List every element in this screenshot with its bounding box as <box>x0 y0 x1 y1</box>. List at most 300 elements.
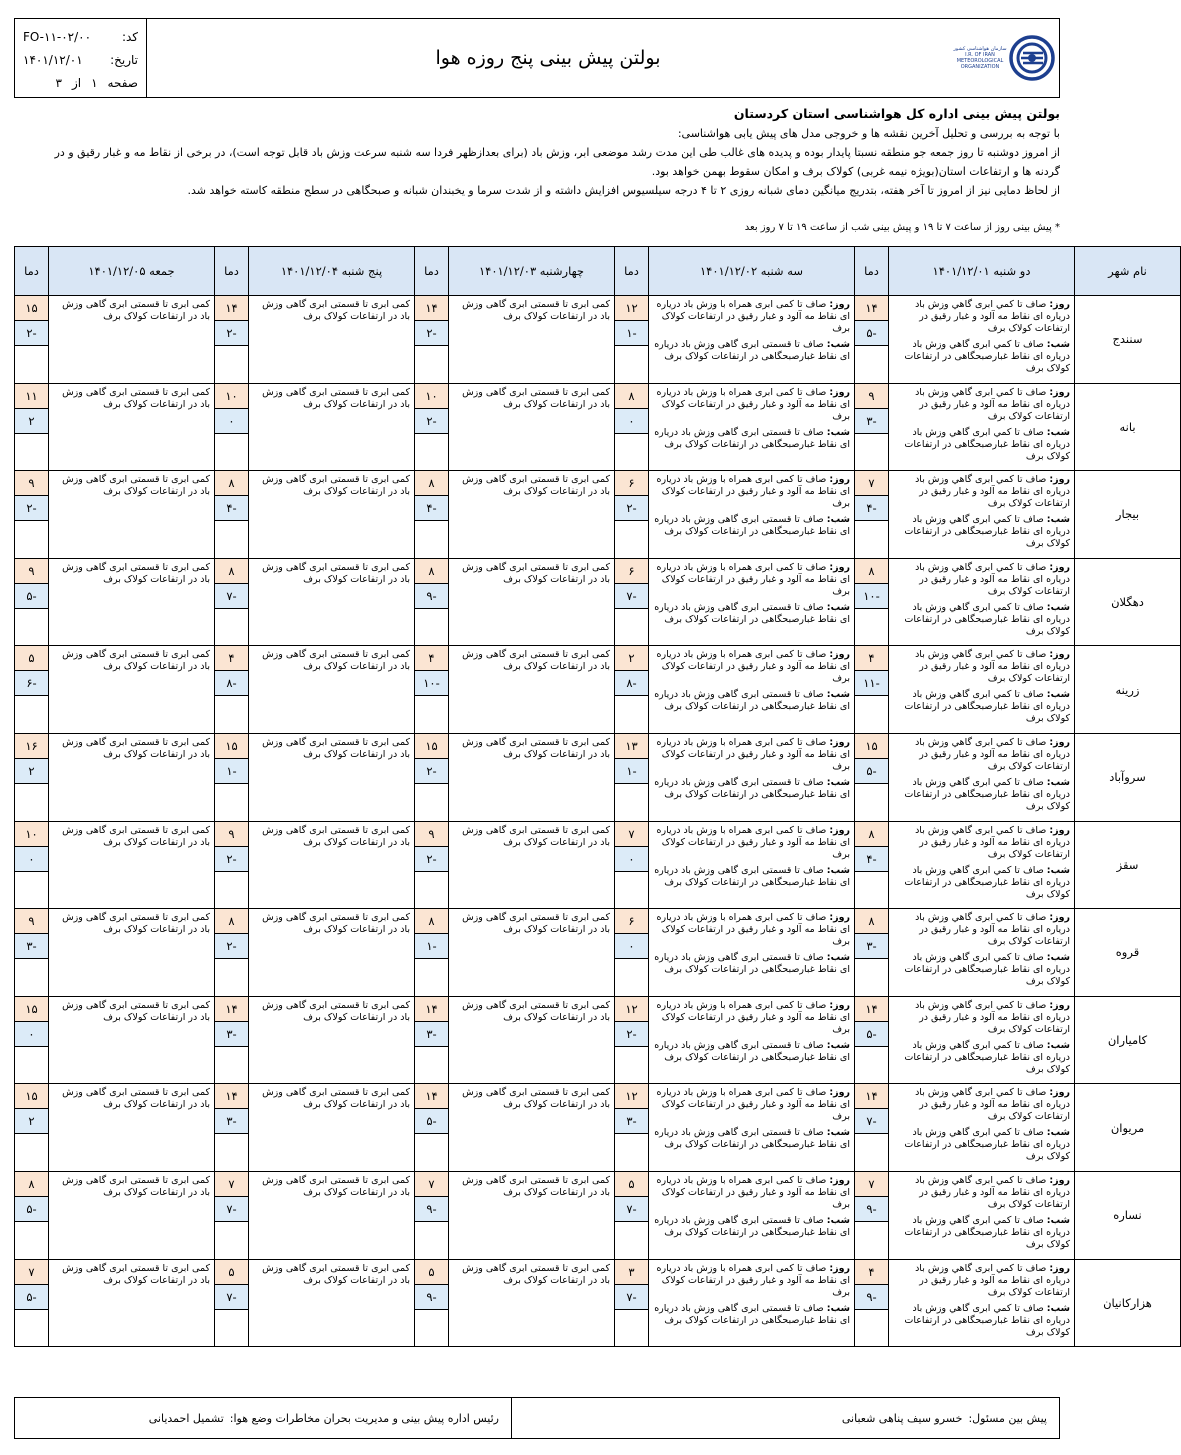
day-forecast <box>893 299 1070 335</box>
night-text: صاف تا کمي ابری گاهي وزش باد دریاره ای نقاط غبارصبحگاهی در ارتفاعات کولاک برف <box>904 689 1070 725</box>
max-temperature: ۱۲ <box>615 1084 648 1109</box>
max-temperature: ۶ <box>615 471 648 496</box>
min-temperature: -۲ <box>615 496 648 521</box>
max-temperature: ۹ <box>15 471 48 496</box>
night-text: صاف تا قسمتی ابری گاهی وزش باد دریاره ای نقاط غبارصبحگاهی در ارتفاعات کولاک برف <box>654 689 850 713</box>
forecast-text: کمی ابری تا قسمتی ابری گاهی وزش باد در ارتفاعات کولاک برف <box>462 736 610 760</box>
max-temperature: ۸ <box>855 909 888 934</box>
max-temperature: ۱۵ <box>15 1084 48 1109</box>
min-temperature: -۱ <box>415 934 448 959</box>
forecast-description <box>249 1171 415 1259</box>
max-temperature: ۱۴ <box>215 1084 248 1109</box>
max-temperature: ۸ <box>215 909 248 934</box>
forecast-description <box>449 383 615 471</box>
min-temperature: ۰ <box>15 847 48 872</box>
temperature-cell <box>15 733 49 821</box>
day-forecast <box>653 474 850 510</box>
city-name: دهگلان <box>1075 558 1181 646</box>
day-label: روز: <box>1049 386 1070 398</box>
page-row <box>23 71 138 94</box>
min-temperature: ۰ <box>15 1022 48 1047</box>
max-temperature: ۵ <box>215 1260 248 1285</box>
forecast-description <box>249 996 415 1084</box>
forecast-text: کمی ابری تا قسمتی ابری گاهی وزش باد در ارتفاعات کولاک برف <box>262 999 410 1023</box>
max-temperature: ۱۵ <box>15 997 48 1022</box>
forecast-description <box>249 821 415 909</box>
table-header-row <box>15 247 1181 296</box>
max-temperature: ۱۵ <box>855 734 888 759</box>
forecast-text: کمی ابری تا قسمتی ابری گاهی وزش باد در ارتفاعات کولاک برف <box>62 912 210 936</box>
day-forecast <box>653 1000 850 1036</box>
min-temperature: -۷ <box>215 1285 248 1310</box>
min-temperature: -۹ <box>415 1285 448 1310</box>
forecast-description <box>649 996 855 1084</box>
day-label: روز: <box>1049 999 1070 1011</box>
night-forecast <box>893 602 1070 638</box>
min-temperature: -۴ <box>855 496 888 521</box>
night-label: شب: <box>826 1214 850 1226</box>
max-temperature: ۸ <box>215 471 248 496</box>
temperature-cell <box>855 733 889 821</box>
temperature-cell <box>415 1171 449 1259</box>
forecast-description <box>449 471 615 559</box>
temperature-cell <box>855 558 889 646</box>
night-text: صاف تا قسمتی ابری گاهی وزش باد دریاره ای نقاط غبارصبحگاهی در ارتفاعات کولاک برف <box>654 1039 850 1063</box>
night-forecast <box>893 689 1070 725</box>
forecast-description <box>249 1259 415 1347</box>
temperature-cell <box>215 471 249 559</box>
max-temperature: ۹ <box>215 822 248 847</box>
city-name: قروه <box>1075 909 1181 997</box>
day-forecast <box>893 825 1070 861</box>
night-forecast <box>653 952 850 976</box>
min-temperature: -۲ <box>15 496 48 521</box>
min-temperature: ۰ <box>615 409 648 434</box>
temp-column-header: دما <box>855 247 889 296</box>
forecast-description <box>249 471 415 559</box>
temperature-cell <box>415 909 449 997</box>
city-name: سروآباد <box>1075 733 1181 821</box>
night-forecast <box>893 339 1070 375</box>
forecast-description <box>449 733 615 821</box>
day-forecast <box>893 387 1070 423</box>
forecast-description <box>889 1171 1075 1259</box>
city-name: سقز <box>1075 821 1181 909</box>
temperature-cell <box>415 1259 449 1347</box>
day-forecast <box>653 562 850 598</box>
city-name: کامیاران <box>1075 996 1181 1084</box>
day-column-header: جمعه ۱۴۰۱/۱۲/۰۵ <box>49 247 215 296</box>
night-label: شب: <box>1046 776 1070 788</box>
head-signature <box>15 1398 511 1438</box>
forecast-description <box>449 558 615 646</box>
forecaster-label: پیش بین مسئول: <box>968 1411 1047 1425</box>
min-temperature: -۵ <box>855 759 888 784</box>
bulletin-footer <box>14 1397 1060 1439</box>
temperature-cell <box>215 1084 249 1172</box>
day-text: صاف تا کمی ابری همراه با وزش باد دریاره ای نقاط مه آلود و غبار رقیق در ارتفاعات کولاک برف <box>656 1174 850 1210</box>
page-of: از <box>71 75 82 90</box>
table-row <box>15 383 1181 471</box>
temperature-cell <box>855 646 889 734</box>
max-temperature: ۸ <box>415 471 448 496</box>
day-forecast <box>893 1263 1070 1299</box>
forecast-description <box>249 646 415 734</box>
city-name: بیجار <box>1075 471 1181 559</box>
forecast-description <box>249 1084 415 1172</box>
date-label: تاریخ: <box>110 52 138 67</box>
head-name: تشمیل احمدیانی <box>148 1411 224 1425</box>
temperature-cell <box>855 909 889 997</box>
max-temperature: ۱۱ <box>15 384 48 409</box>
forecast-time-note: * پیش بینی روز از ساعت ۷ تا ۱۹ و پیش بینی شب از ساعت ۱۹ تا ۷ روز بعد <box>744 222 1060 233</box>
night-label: شب: <box>1046 1302 1070 1314</box>
night-forecast <box>653 865 850 889</box>
forecast-description <box>449 1259 615 1347</box>
table-row <box>15 1084 1181 1172</box>
max-temperature: ۱۰ <box>415 384 448 409</box>
day-text: صاف تا کمی ابری همراه با وزش باد دریاره ای نقاط مه آلود و غبار رقیق در ارتفاعات کولاک برف <box>656 1262 850 1298</box>
forecast-description <box>889 471 1075 559</box>
day-text: صاف تا کمي ابری گاهي وزش باد دریاره ای نقاط مه آلود و غبار رقیق در ارتفاعات کولاک برف <box>915 649 1070 685</box>
table-row <box>15 1259 1181 1347</box>
forecast-description <box>249 909 415 997</box>
night-forecast <box>893 777 1070 813</box>
forecast-text: کمی ابری تا قسمتی ابری گاهی وزش باد در ارتفاعات کولاک برف <box>262 649 410 673</box>
min-temperature: -۹ <box>415 584 448 609</box>
forecast-text: کمی ابری تا قسمتی ابری گاهی وزش باد در ارتفاعات کولاک برف <box>262 1262 410 1286</box>
meteorological-logo-icon <box>1009 35 1055 81</box>
max-temperature: ۷ <box>15 1260 48 1285</box>
min-temperature: ۰ <box>215 409 248 434</box>
forecast-description <box>649 646 855 734</box>
forecast-description <box>249 383 415 471</box>
forecast-text: کمی ابری تا قسمتی ابری گاهی وزش باد در ارتفاعات کولاک برف <box>262 1174 410 1198</box>
forecast-text: کمی ابری تا قسمتی ابری گاهی وزش باد در ارتفاعات کولاک برف <box>462 1174 610 1198</box>
night-label: شب: <box>826 1302 850 1314</box>
forecast-description <box>49 996 215 1084</box>
temperature-cell <box>855 383 889 471</box>
day-label: روز: <box>829 474 850 486</box>
max-temperature: ۵ <box>615 1172 648 1197</box>
city-name: مریوان <box>1075 1084 1181 1172</box>
day-forecast <box>653 299 850 335</box>
night-forecast <box>653 1303 850 1327</box>
head-label: رئیس اداره پیش بینی و مدیریت بحران مخاطرات وضع هوا: <box>229 1411 499 1425</box>
max-temperature: ۱۲ <box>615 997 648 1022</box>
night-label: شب: <box>826 426 850 438</box>
temperature-cell <box>415 558 449 646</box>
max-temperature: ۹ <box>15 909 48 934</box>
night-forecast <box>653 427 850 451</box>
night-text: صاف تا قسمتی ابری گاهی وزش باد دریاره ای نقاط غبارصبحگاهی در ارتفاعات کولاک برف <box>654 864 850 888</box>
forecast-description <box>649 909 855 997</box>
min-temperature: -۲ <box>415 409 448 434</box>
night-text: صاف تا کمي ابری گاهي وزش باد دریاره ای نقاط غبارصبحگاهی در ارتفاعات کولاک برف <box>904 864 1070 900</box>
day-text: صاف تا کمی ابری همراه با وزش باد دریاره ای نقاط مه آلود و غبار رقیق در ارتفاعات کولاک برف <box>656 824 850 860</box>
temperature-cell <box>215 558 249 646</box>
temperature-cell <box>15 909 49 997</box>
night-label: شب: <box>1046 1039 1070 1051</box>
forecast-table <box>14 246 1181 1347</box>
temp-column-header: دما <box>415 247 449 296</box>
forecast-text: کمی ابری تا قسمتی ابری گاهی وزش باد در ارتفاعات کولاک برف <box>62 561 210 585</box>
forecast-text: کمی ابری تا قسمتی ابری گاهی وزش باد در ارتفاعات کولاک برف <box>62 736 210 760</box>
code-value: FO-۱۱-۰۲/۰۰ <box>23 29 92 44</box>
forecast-text: کمی ابری تا قسمتی ابری گاهی وزش باد در ارتفاعات کولاک برف <box>262 474 410 498</box>
forecaster-signature <box>511 1398 1059 1438</box>
night-forecast <box>893 1215 1070 1251</box>
forecast-text: کمی ابری تا قسمتی ابری گاهی وزش باد در ارتفاعات کولاک برف <box>462 999 610 1023</box>
day-forecast <box>653 912 850 948</box>
min-temperature: -۳ <box>215 1109 248 1134</box>
forecast-description <box>889 558 1075 646</box>
forecast-description <box>49 909 215 997</box>
night-text: صاف تا کمي ابری گاهي وزش باد دریاره ای نقاط غبارصبحگاهی در ارتفاعات کولاک برف <box>904 952 1070 988</box>
temperature-cell <box>855 471 889 559</box>
max-temperature: ۱۴ <box>415 997 448 1022</box>
day-forecast <box>893 649 1070 685</box>
table-row <box>15 296 1181 384</box>
temperature-cell <box>615 1084 649 1172</box>
forecast-text: کمی ابری تا قسمتی ابری گاهی وزش باد در ارتفاعات کولاک برف <box>62 649 210 673</box>
forecast-description <box>449 821 615 909</box>
day-label: روز: <box>829 1174 850 1186</box>
forecast-description <box>49 1171 215 1259</box>
night-text: صاف تا کمي ابری گاهي وزش باد دریاره ای نقاط غبارصبحگاهی در ارتفاعات کولاک برف <box>904 1039 1070 1075</box>
max-temperature: ۴ <box>855 646 888 671</box>
forecast-description <box>889 383 1075 471</box>
day-column-header: چهارشنبه ۱۴۰۱/۱۲/۰۳ <box>449 247 615 296</box>
night-label: شب: <box>826 689 850 701</box>
forecast-text: کمی ابری تا قسمتی ابری گاهی وزش باد در ارتفاعات کولاک برف <box>462 386 610 410</box>
night-text: صاف تا قسمتی ابری گاهی وزش باد دریاره ای نقاط غبارصبحگاهی در ارتفاعات کولاک برف <box>654 1127 850 1151</box>
min-temperature: -۳ <box>855 934 888 959</box>
day-label: روز: <box>829 736 850 748</box>
temp-column-header: دما <box>215 247 249 296</box>
min-temperature: -۲ <box>215 847 248 872</box>
forecast-text: کمی ابری تا قسمتی ابری گاهی وزش باد در ارتفاعات کولاک برف <box>262 824 410 848</box>
summary-line: گردنه ها و ارتفاعات استان(بویژه نیمه غربی) کولاک برف و امکان سقوط بهمن خواهد بود. <box>651 165 1060 178</box>
forecast-description <box>449 996 615 1084</box>
day-label: روز: <box>829 649 850 661</box>
min-temperature: -۴ <box>855 847 888 872</box>
city-name: سنندج <box>1075 296 1181 384</box>
temperature-cell <box>615 733 649 821</box>
night-label: شب: <box>826 1039 850 1051</box>
temperature-cell <box>415 1084 449 1172</box>
day-forecast <box>653 387 850 423</box>
min-temperature: -۲ <box>215 934 248 959</box>
min-temperature: -۱ <box>215 759 248 784</box>
forecast-description <box>889 1259 1075 1347</box>
day-label: روز: <box>1049 1174 1070 1186</box>
max-temperature: ۱۵ <box>415 734 448 759</box>
temperature-cell <box>615 996 649 1084</box>
min-temperature: -۳ <box>15 934 48 959</box>
min-temperature: -۷ <box>615 584 648 609</box>
page-number: ۱ <box>91 75 98 90</box>
day-label: روز: <box>829 386 850 398</box>
day-forecast <box>893 474 1070 510</box>
forecast-description <box>649 471 855 559</box>
max-temperature: ۵ <box>15 646 48 671</box>
forecast-text: کمی ابری تا قسمتی ابری گاهی وزش باد در ارتفاعات کولاک برف <box>62 299 210 322</box>
temperature-cell <box>855 1171 889 1259</box>
min-temperature: -۱۰ <box>855 584 888 609</box>
temperature-cell <box>15 1084 49 1172</box>
night-label: شب: <box>1046 339 1070 350</box>
forecast-description <box>649 1171 855 1259</box>
night-label: شب: <box>826 864 850 876</box>
forecast-description <box>49 646 215 734</box>
min-temperature: -۳ <box>615 1109 648 1134</box>
forecast-description <box>649 733 855 821</box>
table-row <box>15 821 1181 909</box>
temperature-cell <box>615 383 649 471</box>
table-row <box>15 909 1181 997</box>
night-forecast <box>893 952 1070 988</box>
min-temperature: -۹ <box>855 1197 888 1222</box>
night-label: شب: <box>1046 1127 1070 1139</box>
min-temperature: -۵ <box>855 321 888 346</box>
page-total: ۳ <box>55 75 62 90</box>
city-name: زرینه <box>1075 646 1181 734</box>
day-forecast <box>893 737 1070 773</box>
day-text: صاف تا کمي ابری گاهي وزش باد دریاره ای نقاط مه آلود و غبار رقیق در ارتفاعات کولاک برف <box>915 912 1070 948</box>
forecast-description <box>649 1084 855 1172</box>
max-temperature: ۸ <box>855 559 888 584</box>
day-forecast <box>653 1087 850 1123</box>
temperature-cell <box>415 471 449 559</box>
night-text: صاف تا کمي ابری گاهي وزش باد دریاره ای نقاط غبارصبحگاهی در ارتفاعات کولاک برف <box>904 339 1070 374</box>
table-row <box>15 471 1181 559</box>
night-text: صاف تا قسمتی ابری گاهی وزش باد دریاره ای نقاط غبارصبحگاهی در ارتفاعات کولاک برف <box>654 514 850 538</box>
date-row <box>23 48 138 71</box>
max-temperature: ۷ <box>855 471 888 496</box>
temperature-cell <box>15 1171 49 1259</box>
forecast-description <box>449 909 615 997</box>
temperature-cell <box>855 821 889 909</box>
min-temperature: -۹ <box>415 1197 448 1222</box>
min-temperature: -۲ <box>215 321 248 346</box>
temperature-cell <box>215 1259 249 1347</box>
night-forecast <box>653 777 850 801</box>
max-temperature: ۱۴ <box>415 296 448 321</box>
temperature-cell <box>415 383 449 471</box>
max-temperature: ۱۵ <box>15 296 48 321</box>
night-forecast <box>893 1127 1070 1163</box>
organization-logo <box>949 19 1059 97</box>
day-forecast <box>893 1175 1070 1211</box>
max-temperature: ۶ <box>615 559 648 584</box>
table-row <box>15 996 1181 1084</box>
forecast-text: کمی ابری تا قسمتی ابری گاهی وزش باد در ارتفاعات کولاک برف <box>462 1087 610 1111</box>
day-text: صاف تا کمي ابری گاهي وزش باد دریاره ای نقاط مه آلود و غبار رقیق در ارتفاعات کولاک برف <box>915 474 1070 510</box>
max-temperature: ۱۴ <box>415 1084 448 1109</box>
day-label: روز: <box>1049 474 1070 486</box>
night-text: صاف تا کمي ابری گاهي وزش باد دریاره ای نقاط غبارصبحگاهی در ارتفاعات کولاک برف <box>904 776 1070 812</box>
max-temperature: ۱۳ <box>615 734 648 759</box>
max-temperature: ۸ <box>215 559 248 584</box>
max-temperature: ۷ <box>615 822 648 847</box>
temperature-cell <box>215 646 249 734</box>
forecast-text: کمی ابری تا قسمتی ابری گاهی وزش باد در ارتفاعات کولاک برف <box>62 474 210 498</box>
day-text: صاف تا کمی ابری همراه با وزش باد دریاره ای نقاط مه آلود و غبار رقیق در ارتفاعات کولاک برف <box>656 999 850 1035</box>
day-forecast <box>653 1175 850 1211</box>
summary-line: از امروز دوشنبه تا روز جمعه جو منطقه نسبتا پایدار بوده و پدیده های غالب طی این مدت رشد موضعی ابر، وزش باد (برای بعدازظهر فردا سه شنبه سرعت وزش باد قابل توجه است)، در برخی از نقاط مه و غبار رقیق و در <box>54 146 1060 159</box>
night-label: شب: <box>1046 426 1070 438</box>
night-text: صاف تا قسمتی ابری گاهی وزش باد دریاره ای نقاط غبارصبحگاهی در ارتفاعات کولاک برف <box>654 1302 850 1326</box>
night-text: صاف تا قسمتی ابری گاهی وزش باد دریاره ای نقاط غبارصبحگاهی در ارتفاعات کولاک برف <box>654 426 850 450</box>
forecast-description <box>49 296 215 384</box>
forecast-description <box>889 909 1075 997</box>
day-text: صاف تا کمی ابری همراه با وزش باد دریاره ای نقاط مه آلود و غبار رقیق در ارتفاعات کولاک برف <box>656 1087 850 1123</box>
night-text: صاف تا قسمتی ابری گاهی وزش باد دریاره ای نقاط غبارصبحگاهی در ارتفاعات کولاک برف <box>654 952 850 976</box>
date-value: ۱۴۰۱/۱۲/۰۱ <box>23 52 83 67</box>
min-temperature: -۲ <box>415 847 448 872</box>
forecast-description <box>889 733 1075 821</box>
city-column-header: نام شهر <box>1075 247 1181 296</box>
temperature-cell <box>215 821 249 909</box>
max-temperature: ۴ <box>415 646 448 671</box>
temperature-cell <box>15 296 49 384</box>
night-forecast <box>653 1040 850 1064</box>
min-temperature: ۰ <box>615 847 648 872</box>
min-temperature: -۸ <box>615 671 648 696</box>
max-temperature: ۴ <box>855 1260 888 1285</box>
forecast-text: کمی ابری تا قسمتی ابری گاهی وزش باد در ارتفاعات کولاک برف <box>62 999 210 1023</box>
temperature-cell <box>215 1171 249 1259</box>
min-temperature: -۲ <box>415 321 448 346</box>
night-forecast <box>893 865 1070 901</box>
max-temperature: ۶ <box>615 909 648 934</box>
forecast-description <box>49 558 215 646</box>
day-text: صاف تا کمی ابری همراه با وزش باد دریاره ای نقاط مه آلود و غبار رقیق در ارتفاعات کولاک برف <box>656 299 850 334</box>
night-text: صاف تا کمي ابری گاهي وزش باد دریاره ای نقاط غبارصبحگاهی در ارتفاعات کولاک برف <box>904 601 1070 637</box>
night-label: شب: <box>1046 1214 1070 1226</box>
forecast-text: کمی ابری تا قسمتی ابری گاهی وزش باد در ارتفاعات کولاک برف <box>62 824 210 848</box>
forecast-text: کمی ابری تا قسمتی ابری گاهی وزش باد در ارتفاعات کولاک برف <box>462 299 610 322</box>
night-text: صاف تا کمي ابری گاهي وزش باد دریاره ای نقاط غبارصبحگاهی در ارتفاعات کولاک برف <box>904 514 1070 550</box>
day-text: صاف تا کمي ابری گاهي وزش باد دریاره ای نقاط مه آلود و غبار رقیق در ارتفاعات کولاک برف <box>915 824 1070 860</box>
forecast-text: کمی ابری تا قسمتی ابری گاهی وزش باد در ارتفاعات کولاک برف <box>262 561 410 585</box>
temperature-cell <box>15 471 49 559</box>
forecast-text: کمی ابری تا قسمتی ابری گاهی وزش باد در ارتفاعات کولاک برف <box>262 299 410 322</box>
forecast-text: کمی ابری تا قسمتی ابری گاهی وزش باد در ارتفاعات کولاک برف <box>262 1087 410 1111</box>
night-forecast <box>653 514 850 538</box>
night-label: شب: <box>826 1127 850 1139</box>
forecast-text: کمی ابری تا قسمتی ابری گاهی وزش باد در ارتفاعات کولاک برف <box>462 1262 610 1286</box>
temperature-cell <box>15 1259 49 1347</box>
max-temperature: ۳ <box>615 1260 648 1285</box>
forecast-description <box>889 296 1075 384</box>
min-temperature: -۶ <box>15 671 48 696</box>
page-label: صفحه <box>107 75 138 90</box>
forecast-text: کمی ابری تا قسمتی ابری گاهی وزش باد در ارتفاعات کولاک برف <box>462 912 610 936</box>
day-label: روز: <box>1049 1087 1070 1099</box>
forecast-description <box>449 1084 615 1172</box>
max-temperature: ۱۰ <box>15 822 48 847</box>
forecast-text: کمی ابری تا قسمتی ابری گاهی وزش باد در ارتفاعات کولاک برف <box>262 912 410 936</box>
forecast-text: کمی ابری تا قسمتی ابری گاهی وزش باد در ارتفاعات کولاک برف <box>62 1174 210 1198</box>
max-temperature: ۱۲ <box>615 296 648 321</box>
forecast-text: کمی ابری تا قسمتی ابری گاهی وزش باد در ارتفاعات کولاک برف <box>462 474 610 498</box>
temperature-cell <box>615 646 649 734</box>
temperature-cell <box>215 383 249 471</box>
day-label: روز: <box>829 299 850 310</box>
max-temperature: ۱۰ <box>215 384 248 409</box>
